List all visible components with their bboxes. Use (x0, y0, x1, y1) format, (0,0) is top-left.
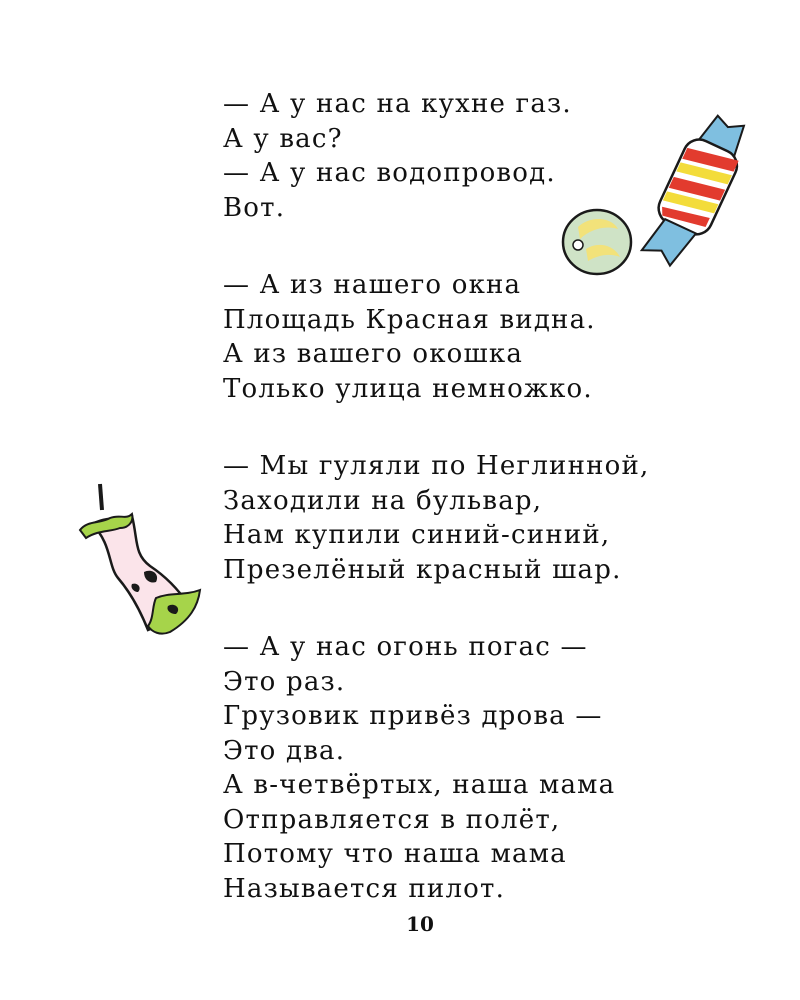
poem-line: Площадь Красная видна. (223, 304, 596, 335)
poem-line: Вот. (223, 192, 286, 223)
candy-ball-icon (556, 205, 638, 281)
poem-line: — Мы гуляли по Неглинной, (223, 451, 650, 481)
stanza-4 (223, 630, 743, 906)
poem-line: — А у нас на кухне газ. (223, 89, 572, 119)
poem-line: Только улица немножко. (223, 373, 593, 404)
poem-line: Заходили на бульвар, (223, 485, 543, 516)
poem-line: — А у нас огонь погас — (223, 632, 588, 662)
poem-line: Потому что наша мама (223, 839, 567, 869)
poem-line: А у вас? (223, 123, 343, 154)
poem-line: Грузовик привёз дрова — (223, 701, 603, 731)
poem-line: Презелёный красный шар. (223, 554, 622, 585)
poem-line: А в-четвёртых, наша мама (223, 770, 616, 800)
poem-line: Это раз. (223, 666, 346, 697)
stanza-3 (223, 449, 743, 587)
page-number: 10 (406, 912, 434, 936)
stanza-2 (223, 268, 743, 406)
wrapped-candy-icon (632, 106, 762, 276)
poem-line: Называется пилот. (223, 873, 506, 904)
apple-core-icon (72, 480, 212, 645)
poem-line: Это два. (223, 735, 346, 766)
poem-line: А из вашего окошка (223, 339, 524, 369)
poem-line: — А у нас водопровод. (223, 158, 556, 188)
poem-line: Отправляется в полёт, (223, 804, 561, 835)
poem-line: Нам купили синий-синий, (223, 520, 611, 550)
poem-line: — А из нашего окна (223, 270, 522, 300)
